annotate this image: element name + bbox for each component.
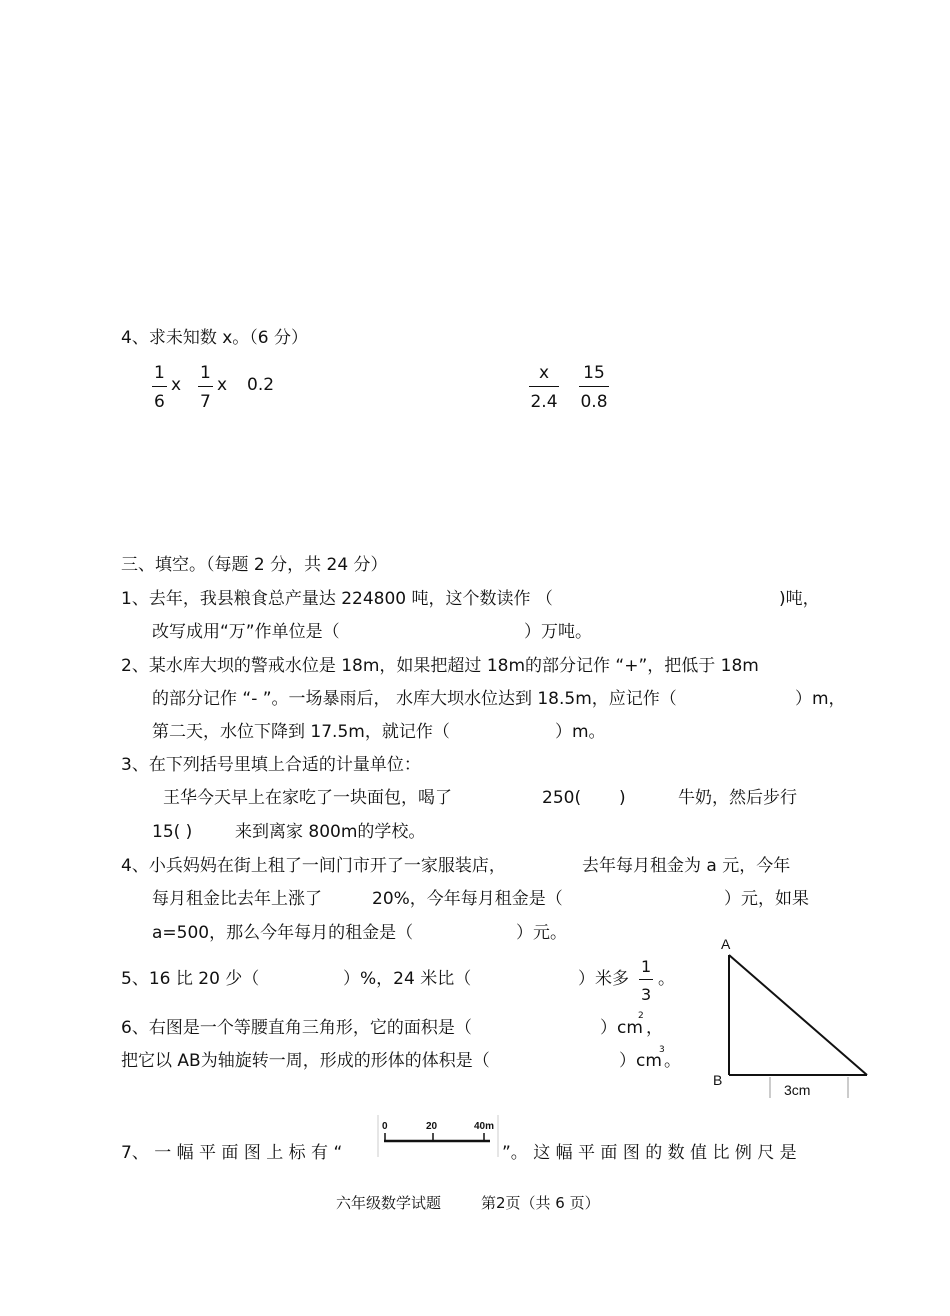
item-text: 把它以 AB为轴旋转一周，形成的形体的体积是（ [121, 1051, 490, 1071]
numerator: 1 [200, 363, 211, 383]
item-text: ”。 这 幅 平 面 图 的 数 值 比 例 尺 是 [502, 1143, 797, 1163]
numerator: x [538, 363, 550, 383]
fraction [198, 365, 213, 411]
scale-bar [376, 1113, 502, 1161]
triangle-figure [700, 930, 890, 1105]
item-text: 15( ) [152, 822, 193, 842]
scale-label: 0 [382, 1121, 388, 1132]
scale-label: 40m [474, 1121, 495, 1132]
item-text: a=500，那么今年每月的租金是（ [152, 923, 414, 943]
item-text: ）%，24 米比（ [343, 969, 472, 989]
variable-x: x [217, 375, 228, 395]
item-text: ）cm [619, 1051, 662, 1071]
item-text: 去年每月租金为 a 元，今年 [582, 856, 791, 876]
numerator: 1 [641, 957, 652, 976]
item-text: 来到离家 800m的学校。 [235, 822, 426, 842]
denominator: 6 [154, 392, 165, 412]
question-4-title: 4、求未知数 x。（6 分） [121, 328, 308, 348]
item-text: 牛奶，然后步行 [678, 788, 797, 808]
side-length-label: 3cm [784, 1082, 811, 1098]
item-text: 改写成用“万”作单位是（ [152, 622, 340, 642]
numerator: 1 [154, 363, 165, 383]
superscript: 2 [638, 1011, 644, 1021]
footer-title: 六年级数学试题 [336, 1194, 442, 1212]
variable-x: x [171, 375, 182, 395]
superscript: 3 [659, 1045, 665, 1055]
item-text: 4、小兵妈妈在街上租了一间门市开了一家服装店， [121, 856, 506, 876]
denominator: 7 [200, 392, 211, 412]
item-text: 的部分记作 “- ”。一场暴雨后， 水库大坝水位达到 18.5m，应记作（ [152, 689, 677, 709]
fraction [579, 365, 609, 411]
item-text: )吨， [779, 589, 820, 609]
item-text: 。 [664, 1051, 681, 1071]
item-text: 。 [658, 969, 675, 989]
item-text: 3、在下列括号里填上合适的计量单位： [121, 755, 421, 775]
footer-page-number: 第2页（共 6 页） [481, 1194, 600, 1212]
item-text: 20%，今年每月租金是（ [372, 889, 563, 909]
item-text: 6、右图是一个等腰直角三角形，它的面积是（ [121, 1018, 472, 1038]
numerator: 15 [583, 363, 605, 383]
denominator: 0.8 [580, 392, 608, 412]
item-text: ）m， [795, 689, 846, 709]
item-text: ）m。 [555, 722, 606, 742]
equation-rhs: 0.2 [247, 375, 275, 395]
triangle-hypotenuse [729, 955, 867, 1075]
item-text: ）cm [600, 1018, 643, 1038]
item-text: 250( [542, 788, 582, 808]
item-text: ）元。 [516, 923, 567, 943]
item-text: 5、16 比 20 少（ [121, 969, 260, 989]
fraction [152, 365, 167, 411]
item-text: ）万吨。 [524, 622, 592, 642]
item-text: 每月租金比去年上涨了 [152, 889, 322, 909]
denominator: 3 [641, 985, 652, 1004]
vertex-label-b: B [713, 1072, 723, 1088]
item-text: ， [646, 1018, 663, 1038]
item-text: ) [619, 788, 626, 808]
item-text: 7、 一 幅 平 面 图 上 标 有 “ [121, 1143, 343, 1163]
item-text: 第二天，水位下降到 17.5m，就记作（ [152, 722, 450, 742]
item-text: 王华今天早上在家吃了一块面包，喝了 [163, 788, 452, 808]
section-3-title: 三、填空。（每题 2 分，共 24 分） [121, 555, 388, 575]
vertex-label-a: A [721, 936, 731, 952]
fraction [639, 959, 653, 1003]
item-text: 2、某水库大坝的警戒水位是 18m，如果把超过 18m的部分记作 “+”，把低于 18m [121, 656, 759, 676]
item-text: ）米多 [578, 969, 629, 989]
item-text: 1、去年，我县粮食总产量达 224800 吨，这个数读作 （ [121, 589, 553, 609]
item-text: ）元，如果 [724, 889, 809, 909]
scale-label: 20 [426, 1121, 438, 1132]
fraction [529, 365, 559, 411]
denominator: 2.4 [530, 392, 558, 412]
